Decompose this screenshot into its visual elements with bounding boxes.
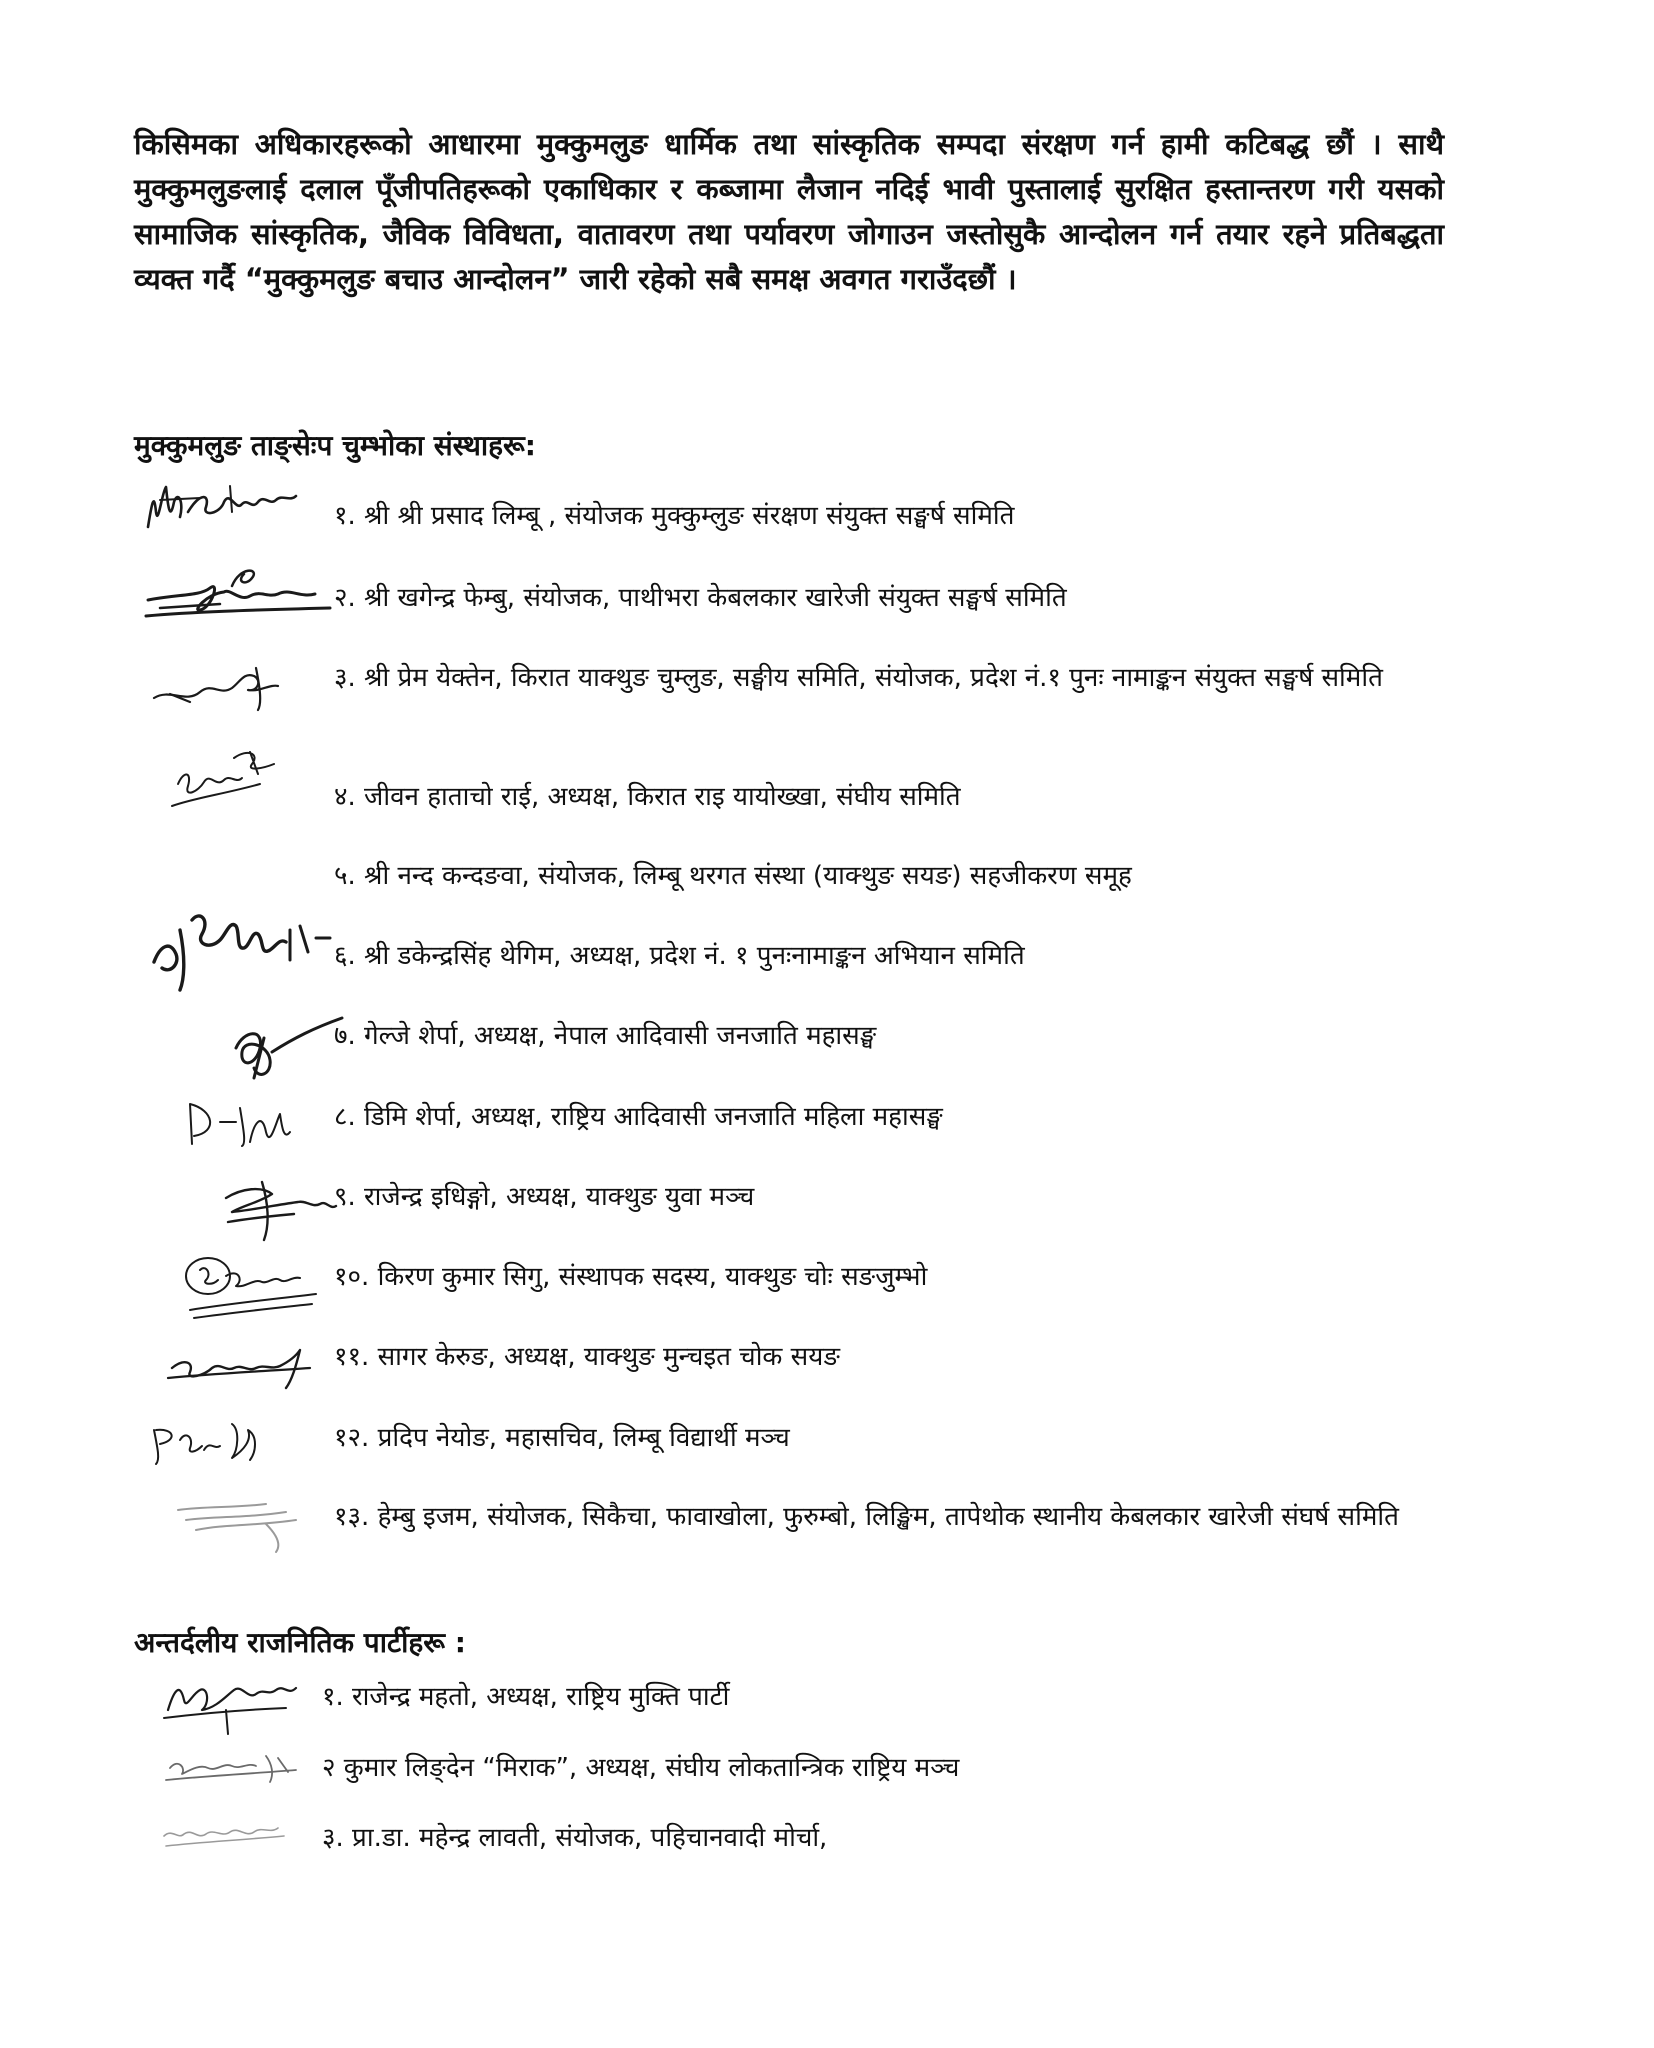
signature-party-3-image <box>152 1810 302 1860</box>
org-item-6: ६. श्री डकेन्द्रसिंह थेगिम, अध्यक्ष, प्रदेश नं. १ पुनःनामाङ्कन अभियान समिति <box>334 941 1025 971</box>
signature-9-image <box>212 1168 342 1248</box>
org-item-5: ५. श्री नन्द कन्दङवा, संयोजक, लिम्बू थरगत संस्था (याक्थुङ सयङ) सहजीकरण समूह <box>334 861 1132 891</box>
signature-party-2-image <box>156 1740 306 1790</box>
signature-12-image <box>144 1410 284 1470</box>
signature-7-image <box>224 1008 354 1088</box>
org-item-12: १२. प्रदिप नेयोङ, महासचिव, लिम्बू विद्यार्थी मञ्च <box>334 1423 790 1453</box>
signature-6-image <box>140 890 340 1000</box>
signature-4-image <box>164 734 304 824</box>
organizations-heading: मुक्कुमलुङ ताङ्सेःप चुम्भोका संस्थाहरू: <box>134 429 536 462</box>
org-item-9: ९. राजेन्द्र इधिङ्गो, अध्यक्ष, याक्थुङ युवा मञ्च <box>334 1182 755 1212</box>
signature-8-image <box>180 1092 330 1152</box>
org-item-11: ११. सागर केरुङ, अध्यक्ष, याक्थुङ मुन्चइत चोक सयङ <box>334 1342 840 1372</box>
org-item-7: ७. गेल्जे शेर्पा, अध्यक्ष, नेपाल आदिवासी जनजाति महासङ्घ <box>334 1021 877 1051</box>
party-item-3: ३. प्रा.डा. महेन्द्र लावती, संयोजक, पहिचानवादी मोर्चा, <box>322 1823 828 1853</box>
intro-paragraph: किसिमका अधिकारहरूको आधारमा मुक्कुमलुङ धार्मिक तथा सांस्कृतिक सम्पदा संरक्षण गर्न हामी कटिबद्ध छौं । साथै मुक्कुमलुङलाई दलाल पूँजीपतिहरूको एकाधिकार र कब्जामा लैजान नदिई भावी पुस्तालाई सुरक्षित हस्तान्तरण गरी यसको सामाजिक सांस्कृतिक, जैविक विविधता, वातावरण तथा पर्यावरण जोगाउन जस्तोसुकै आन्दोलन गर्न तयार रहने प्रतिबद्धता व्यक्त गर्दै “मुक्कुमलुङ बचाउ आन्दोलन” जारी रहेको सबै समक्ष अवगत गराउँदछौं । <box>134 127 1444 296</box>
org-item-4: ४. जीवन हाताचो राई, अध्यक्ष, किरात राइ यायोख्खा, संघीय समिति <box>334 782 961 812</box>
signature-3-image <box>140 648 310 718</box>
party-item-2: २ कुमार लिङ्देन “मिराक”, अध्यक्ष, संघीय लोकतान्त्रिक राष्ट्रिय मञ्च <box>322 1753 960 1783</box>
org-item-8: ८. डिमि शेर्पा, अध्यक्ष, राष्ट्रिय आदिवासी जनजाति महिला महासङ्घ <box>334 1102 943 1132</box>
signature-10-image <box>176 1246 326 1326</box>
signature-party-1-image <box>156 1660 316 1740</box>
signature-13-image <box>166 1490 316 1560</box>
org-item-10: १०. किरण कुमार सिगु, संस्थापक सदस्य, याक्थुङ चोः सङजुम्भो <box>334 1262 928 1292</box>
signature-1-image <box>140 472 320 542</box>
org-item-13: १३. हेम्बु इजम, संयोजक, सिकैचा, फावाखोला, फुरुम्बो, लिङ्खिम, तापेथोक स्थानीय केबलकार खारेजी संघर्ष समिति <box>334 1502 1399 1532</box>
org-item-2: २. श्री खगेन्द्र फेम्बु, संयोजक, पाथीभरा केबलकार खारेजी संयुक्त सङ्घर्ष समिति <box>334 583 1067 613</box>
signature-2-image <box>140 558 340 628</box>
party-item-1: १. राजेन्द्र महतो, अध्यक्ष, राष्ट्रिय मुक्ति पार्टी <box>322 1682 730 1712</box>
org-item-1: १. श्री श्री प्रसाद लिम्बू , संयोजक मुक्कुम्लुङ संरक्षण संयुक्त सङ्घर्ष समिति <box>334 501 1015 531</box>
org-item-3: ३. श्री प्रेम येक्तेन, किरात याक्थुङ चुम्लुङ, सङ्घीय समिति, संयोजक, प्रदेश नं.१ पुनः नामाङ्कन संयुक्त सङ्घर्ष समिति <box>334 663 1383 693</box>
parties-heading: अन्तर्दलीय राजनितिक पार्टीहरू : <box>134 1626 466 1659</box>
signature-11-image <box>160 1332 320 1392</box>
